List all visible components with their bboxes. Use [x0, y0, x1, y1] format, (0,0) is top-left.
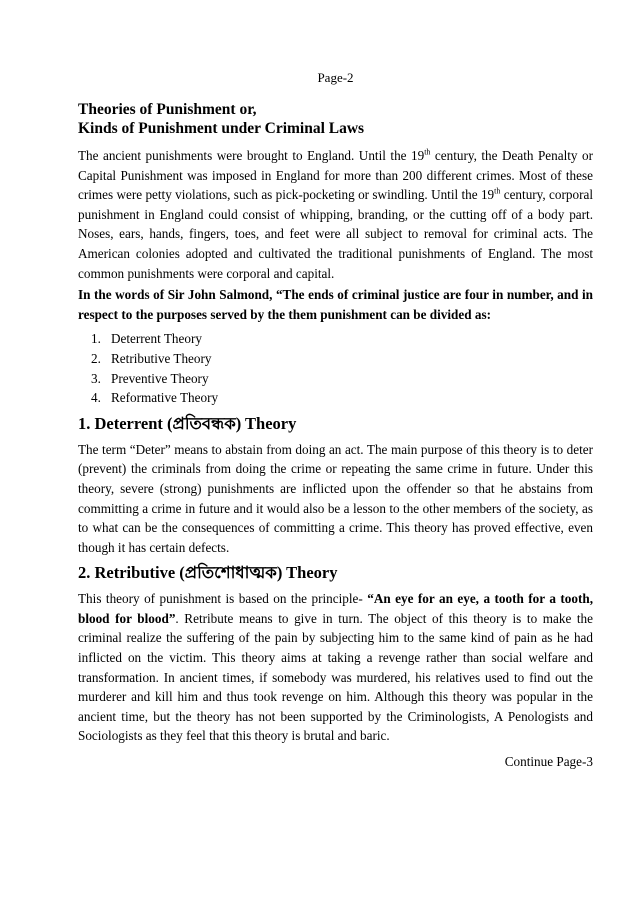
list-item: 3. Preventive Theory	[91, 370, 209, 386]
retributive-text-pre: This theory of punishment is based on the principle-	[78, 591, 368, 607]
document-title	[78, 100, 593, 138]
document-page	[78, 70, 593, 770]
intro-text-3: century, corporal punishment in England could consist of whipping, branding, or the cutting off of a body part. Noses, ears, hands, fingers, toes, and feet were all subject to removal for criminal acts. The American colonies adopted and cultivated the traditional punishments of England. The most common punishments were corporal and capital.	[78, 187, 593, 281]
retributive-paragraph	[78, 589, 593, 746]
retributive-text-post: . Retribute means to give in turn. The object of this theory is to make the criminal realize the suffering of the pain by subjecting him to the same kind of pain as he had inflicted on the victim. This theory aims at taking a revenge rather than social welfare and transformation. In ancient times, if somebody was murdered, his relatives used to find out the murderer and kill him and thus took revenge on him. Although this theory was popular in the ancient time, but the theory has not been supported by the Criminologists, A Penologists and Sociologists as they feel that this theory is brutal and baric.	[78, 610, 594, 744]
intro-text-1: The ancient punishments were brought to England. Until the 19	[78, 148, 425, 163]
intro-text-2: century, the Death Penalty or Capital Punishment was imposed in England for more than 200 different crimes. Most of these crimes were petty violations, such as pick-pocketing or swindling. Until the 19	[78, 148, 593, 203]
list-item: 2. Retributive Theory	[91, 350, 212, 366]
title-line-1: Theories of Punishment or,	[78, 101, 257, 118]
theories-list	[78, 329, 593, 407]
salmond-quote: In the words of Sir John Salmond, “The ends of criminal justice are four in number, and in respect to the purposes served by the them punishment can be divided as:	[78, 287, 593, 322]
deterrent-heading: 1. Deterrent (প্রতিবন্ধক) Theory	[78, 413, 297, 433]
deterrent-paragraph: The term “Deter” means to abstain from doing an act. The main purpose of this theory is to deter (prevent) the criminals from doing the crime or repeating the same crime in future. Under this theory, severe (strong) punishments are inflicted upon the offender so that he abstains from committing a crime in future and it would also be a lesson to the other members of the society, as to what can be the consequences of committing a crime. This theory has proved effective, even though it has certain defects.	[78, 441, 593, 555]
title-line-2: Kinds of Punishment under Criminal Laws	[78, 120, 365, 137]
intro-paragraph	[78, 146, 593, 283]
list-item: 4. Reformative Theory	[91, 390, 219, 406]
retributive-heading: 2. Retributive (প্রতিশোধাত্মক) Theory	[78, 563, 338, 583]
intro-sup-1: th	[424, 147, 431, 157]
intro-sup-2: th	[494, 186, 501, 196]
page-number: Page-2	[317, 70, 354, 85]
list-item: 1. Deterrent Theory	[91, 331, 202, 347]
retributive-principle: “An eye for an eye, a tooth for a tooth, blood for blood”	[78, 591, 593, 626]
continue-label: Continue Page-3	[504, 754, 593, 770]
